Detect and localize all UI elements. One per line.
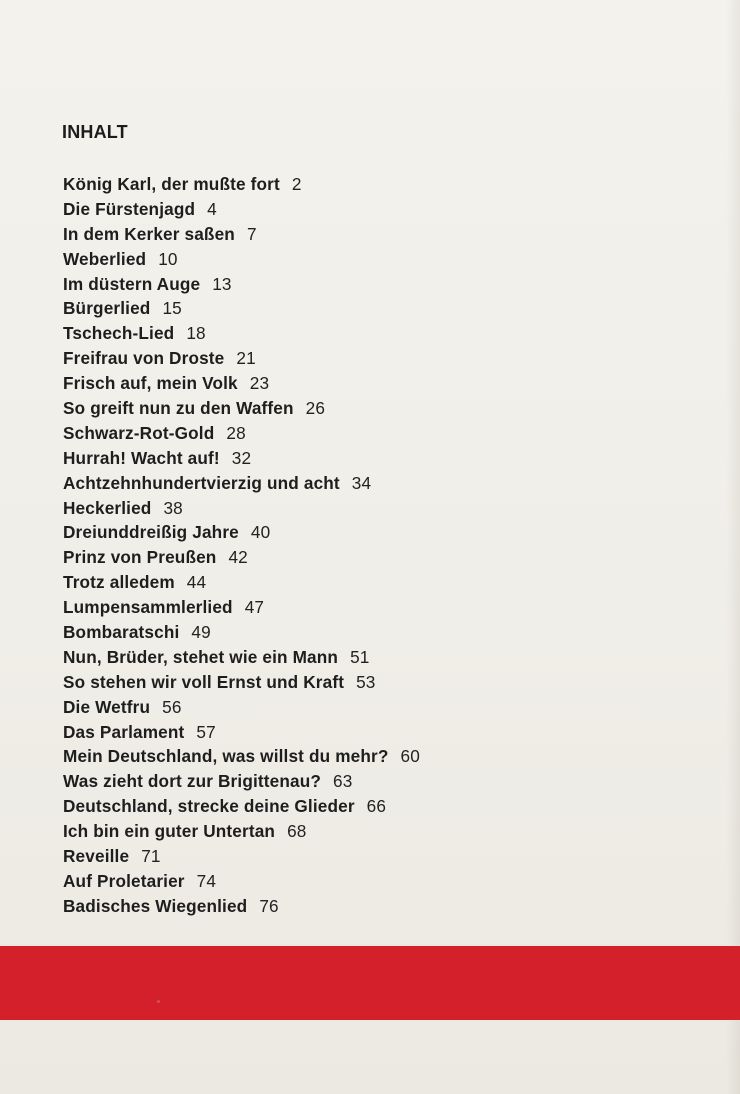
toc-entry [63,670,703,695]
toc-entry-page-number: 40 [250,522,271,543]
toc-entry-title: Weberlied [63,248,147,269]
toc-entry-title: König Karl, der mußte fort [63,174,280,194]
toc-entry [63,172,703,197]
toc-entry-title: Hurrah! Wacht auf! [63,447,220,468]
toc-entry [63,471,703,496]
toc-entry [63,720,703,745]
toc-entry-page-number: 71 [141,846,161,867]
toc-entry-title: Tschech-Lied [63,323,175,344]
toc-entry-page-number: 44 [186,572,207,593]
toc-entry [63,396,703,421]
toc-entry-page-number: 18 [186,323,206,344]
toc-entry-title: Achtzehnhundertvierzig und acht [63,472,340,493]
toc-entry-title: Deutschland, strecke deine Glieder [63,796,355,817]
toc-entry-page-number: 23 [249,373,270,394]
toc-entry-title: Freifrau von Droste [63,348,225,369]
toc-entry-page-number: 74 [196,870,217,891]
toc-entry-title: So stehen wir voll Ernst und Kraft [63,671,345,692]
toc-entry-page-number: 60 [400,746,420,767]
toc-entry-title: Bürgerlied [63,298,151,319]
toc-entry-title: Die Wetfru [63,696,151,717]
toc-entry-title: Die Fürstenjagd [63,198,196,219]
toc-entry-page-number: 76 [259,895,279,916]
toc-entry [63,421,703,446]
toc-entry-title: Auf Proletarier [63,870,185,891]
toc-entry-title: Schwarz-Rot-Gold [63,422,215,443]
toc-entry [63,645,703,670]
toc-entry-page-number: 21 [236,348,256,369]
toc-entry-title: Lumpensammlerlied [63,597,233,618]
toc-entry [63,744,703,769]
toc-entry [63,371,703,396]
toc-entry [63,769,703,794]
toc-entry [63,545,703,570]
toc-entry-title: Dreiunddreißig Jahre [63,522,239,543]
toc-entry [63,520,703,545]
toc-entry-page-number: 63 [333,771,353,792]
toc-entry-title: Prinz von Preußen [63,547,217,568]
toc-entry [63,869,703,894]
toc-entry-page-number: 56 [162,696,182,717]
toc-entry [63,296,703,321]
toc-entry [63,222,703,247]
toc-entry-title: Frisch auf, mein Volk [63,373,238,394]
toc-entry-title: Nun, Brüder, stehet wie ein Mann [63,646,339,667]
toc-entry [63,894,703,919]
toc-entry-title: Bombaratschi [63,622,180,643]
toc-entry-page-number: 57 [196,721,216,742]
toc-entry [63,321,703,346]
toc-entry [63,446,703,471]
toc-entry-page-number: 66 [366,796,387,817]
paper-speck [157,1000,160,1003]
toc-entry-page-number: 68 [287,821,307,842]
toc-entry [63,620,703,645]
toc-entry-title: Trotz alledem [63,572,175,593]
toc-entry [63,570,703,595]
toc-entry-page-number: 53 [356,671,376,692]
toc-entry [63,844,703,869]
toc-entry-page-number: 34 [351,472,372,493]
toc-entry-title: So greift nun zu den Waffen [63,398,294,419]
toc-entry [63,197,703,222]
toc-entry-page-number: 26 [305,398,326,419]
toc-entry-page-number: 49 [191,622,211,643]
toc-entry [63,272,703,297]
toc-entry-title: Das Parlament [63,721,185,742]
toc-entry-page-number: 28 [226,422,246,443]
toc-entry-page-number: 15 [162,298,182,319]
toc-entry-page-number: 47 [244,597,265,618]
toc-entry [63,247,703,272]
toc-entry [63,695,703,720]
contents-heading: INHALT [62,122,128,142]
toc-entry-page-number: 38 [163,497,183,518]
toc-entry-page-number: 10 [158,248,178,269]
toc-entry [63,819,703,844]
toc-entry-title: Badisches Wiegenlied [63,895,248,916]
toc-entry-page-number: 42 [228,547,248,568]
toc-entry-title: Ich bin ein guter Untertan [63,821,276,842]
red-decorative-band [0,946,740,1020]
table-of-contents [63,172,703,919]
toc-entry-page-number: 2 [291,174,302,194]
toc-entry-page-number: 4 [207,198,217,219]
toc-entry-page-number: 51 [350,646,370,667]
toc-entry-title: Im düstern Auge [63,273,201,294]
toc-entry [63,794,703,819]
toc-entry-title: Mein Deutschland, was willst du mehr? [63,746,389,767]
toc-entry-page-number: 32 [231,447,252,468]
toc-entry-title: In dem Kerker saßen [63,223,235,244]
toc-entry-page-number: 13 [212,273,232,294]
toc-entry-title: Heckerlied [63,497,152,518]
toc-entry [63,346,703,371]
toc-entry-title: Was zieht dort zur Brigittenau? [63,771,322,792]
toc-entry [63,595,703,620]
page-edge-shadow [726,0,740,1094]
toc-entry [63,496,703,521]
toc-entry-page-number: 7 [246,223,257,244]
toc-entry-title: Reveille [63,846,130,867]
